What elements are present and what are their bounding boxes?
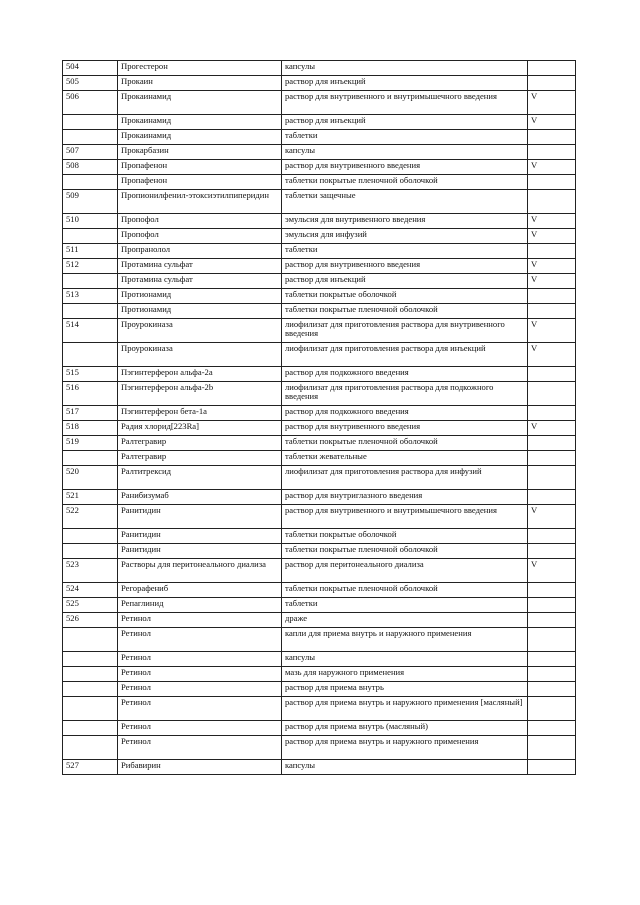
row-number-cell: 523 [63, 559, 118, 583]
dosage-form-cell: раствор для инъекций [282, 76, 528, 91]
table-row [63, 436, 576, 451]
row-number-cell [63, 682, 118, 697]
drug-name-cell: Ретинол [118, 682, 282, 697]
dosage-form-cell: мазь для наружного применения [282, 667, 528, 682]
drug-name-cell: Ранитидин [118, 505, 282, 529]
dosage-form-cell: раствор для приема внутрь [282, 682, 528, 697]
drug-name-cell: Радия хлорид[223Ra] [118, 421, 282, 436]
table-row [63, 160, 576, 175]
drug-name-cell: Протионамид [118, 304, 282, 319]
table-row [63, 529, 576, 544]
drug-name-cell: Протионамид [118, 289, 282, 304]
row-number-cell: 511 [63, 244, 118, 259]
dosage-form-cell: таблетки покрытые пленочной оболочкой [282, 436, 528, 451]
row-number-cell [63, 274, 118, 289]
row-number-cell: 515 [63, 367, 118, 382]
table-row [63, 115, 576, 130]
vital-mark-cell [528, 598, 576, 613]
drug-name-cell: Ранитидин [118, 544, 282, 559]
vital-mark-cell [528, 613, 576, 628]
dosage-form-cell: раствор для внутривенного и внутримышечного введения [282, 91, 528, 115]
row-number-cell: 509 [63, 190, 118, 214]
vital-mark-cell [528, 406, 576, 421]
vital-mark-cell [528, 436, 576, 451]
row-number-cell: 524 [63, 583, 118, 598]
drug-name-cell: Регорафениб [118, 583, 282, 598]
dosage-form-cell: таблетки покрытые оболочкой [282, 529, 528, 544]
vital-mark-cell [528, 736, 576, 760]
vital-mark-cell: V [528, 559, 576, 583]
table-row [63, 382, 576, 406]
table-row [63, 760, 576, 775]
dosage-form-cell: лиофилизат для приготовления раствора для инфузий [282, 466, 528, 490]
row-number-cell: 504 [63, 61, 118, 76]
row-number-cell: 517 [63, 406, 118, 421]
dosage-form-cell: таблетки защечные [282, 190, 528, 214]
vital-mark-cell [528, 76, 576, 91]
drug-name-cell: Пэгинтерферон альфа-2b [118, 382, 282, 406]
drug-name-cell: Пропафенон [118, 175, 282, 190]
dosage-form-cell: таблетки покрытые оболочкой [282, 289, 528, 304]
dosage-form-cell: таблетки [282, 130, 528, 145]
table-row [63, 613, 576, 628]
drug-name-cell: Прогестерон [118, 61, 282, 76]
dosage-form-cell: таблетки покрытые пленочной оболочкой [282, 544, 528, 559]
table-row [63, 304, 576, 319]
table-body [63, 61, 576, 775]
table-row [63, 544, 576, 559]
row-number-cell: 508 [63, 160, 118, 175]
table-row [63, 682, 576, 697]
drug-name-cell: Пропионилфенил-этоксиэтилпиперидин [118, 190, 282, 214]
drug-name-cell: Пропофол [118, 229, 282, 244]
vital-mark-cell [528, 145, 576, 160]
drug-name-cell: Ретинол [118, 613, 282, 628]
row-number-cell [63, 529, 118, 544]
vital-mark-cell [528, 583, 576, 598]
vital-mark-cell: V [528, 229, 576, 244]
row-number-cell [63, 130, 118, 145]
dosage-form-cell: капсулы [282, 760, 528, 775]
vital-mark-cell [528, 529, 576, 544]
vital-mark-cell [528, 466, 576, 490]
dosage-form-cell: раствор для приема внутрь и наружного применения [масляный] [282, 697, 528, 721]
drug-name-cell: Пропафенон [118, 160, 282, 175]
vital-mark-cell [528, 652, 576, 667]
table-row [63, 652, 576, 667]
dosage-form-cell: раствор для внутривенного введения [282, 421, 528, 436]
row-number-cell: 521 [63, 490, 118, 505]
dosage-form-cell: раствор для инъекций [282, 274, 528, 289]
row-number-cell [63, 697, 118, 721]
table-row [63, 244, 576, 259]
row-number-cell: 514 [63, 319, 118, 343]
vital-mark-cell [528, 382, 576, 406]
dosage-form-cell: таблетки жевательные [282, 451, 528, 466]
table-row [63, 721, 576, 736]
drug-name-cell: Растворы для перитонеального диализа [118, 559, 282, 583]
drug-name-cell: Пропранолол [118, 244, 282, 259]
row-number-cell [63, 451, 118, 466]
dosage-form-cell: капсулы [282, 61, 528, 76]
row-number-cell [63, 115, 118, 130]
vital-mark-cell [528, 490, 576, 505]
drug-name-cell: Прокаин [118, 76, 282, 91]
table-row [63, 505, 576, 529]
row-number-cell: 516 [63, 382, 118, 406]
dosage-form-cell: раствор для перитонеального диализа [282, 559, 528, 583]
vital-mark-cell: V [528, 115, 576, 130]
drug-name-cell: Репаглинид [118, 598, 282, 613]
row-number-cell: 520 [63, 466, 118, 490]
table-row [63, 145, 576, 160]
table-row [63, 421, 576, 436]
vital-mark-cell [528, 367, 576, 382]
drug-list-table [62, 60, 576, 775]
dosage-form-cell: эмульсия для внутривенного введения [282, 214, 528, 229]
vital-mark-cell [528, 628, 576, 652]
dosage-form-cell: раствор для приема внутрь (масляный) [282, 721, 528, 736]
row-number-cell: 525 [63, 598, 118, 613]
table-row [63, 451, 576, 466]
vital-mark-cell [528, 175, 576, 190]
row-number-cell [63, 343, 118, 367]
table-row [63, 667, 576, 682]
drug-name-cell: Прокаинамид [118, 115, 282, 130]
row-number-cell [63, 721, 118, 736]
table-row [63, 76, 576, 91]
dosage-form-cell: лиофилизат для приготовления раствора для подкожного введения [282, 382, 528, 406]
row-number-cell [63, 544, 118, 559]
table-row [63, 214, 576, 229]
drug-name-cell: Рибавирин [118, 760, 282, 775]
row-number-cell: 522 [63, 505, 118, 529]
drug-name-cell: Пэгинтерферон альфа-2a [118, 367, 282, 382]
drug-name-cell: Прокаинамид [118, 91, 282, 115]
vital-mark-cell [528, 289, 576, 304]
row-number-cell: 507 [63, 145, 118, 160]
table-row [63, 628, 576, 652]
row-number-cell [63, 667, 118, 682]
vital-mark-cell [528, 304, 576, 319]
drug-name-cell: Ретинол [118, 667, 282, 682]
drug-name-cell: Пропофол [118, 214, 282, 229]
table-row [63, 406, 576, 421]
dosage-form-cell: раствор для подкожного введения [282, 367, 528, 382]
dosage-form-cell: эмульсия для инфузий [282, 229, 528, 244]
drug-name-cell: Проурокиназа [118, 343, 282, 367]
drug-name-cell: Ретинол [118, 652, 282, 667]
row-number-cell [63, 652, 118, 667]
dosage-form-cell: раствор для инъекций [282, 115, 528, 130]
table-row [63, 91, 576, 115]
vital-mark-cell: V [528, 343, 576, 367]
table-row [63, 583, 576, 598]
vital-mark-cell: V [528, 421, 576, 436]
dosage-form-cell: раствор для внутривенного и внутримышечного введения [282, 505, 528, 529]
vital-mark-cell [528, 760, 576, 775]
table-row [63, 343, 576, 367]
row-number-cell: 506 [63, 91, 118, 115]
row-number-cell: 519 [63, 436, 118, 451]
row-number-cell: 510 [63, 214, 118, 229]
vital-mark-cell: V [528, 505, 576, 529]
vital-mark-cell [528, 61, 576, 76]
row-number-cell: 505 [63, 76, 118, 91]
drug-name-cell: Ретинол [118, 697, 282, 721]
table-row [63, 190, 576, 214]
drug-name-cell: Ралтитрексид [118, 466, 282, 490]
row-number-cell: 513 [63, 289, 118, 304]
vital-mark-cell: V [528, 319, 576, 343]
vital-mark-cell: V [528, 91, 576, 115]
dosage-form-cell: раствор для внутривенного введения [282, 259, 528, 274]
drug-name-cell: Ралтегравир [118, 451, 282, 466]
table-row [63, 697, 576, 721]
table-row [63, 259, 576, 274]
drug-name-cell: Прокарбазин [118, 145, 282, 160]
table-row [63, 490, 576, 505]
table-row [63, 130, 576, 145]
row-number-cell: 512 [63, 259, 118, 274]
row-number-cell [63, 304, 118, 319]
row-number-cell [63, 229, 118, 244]
table-row [63, 559, 576, 583]
vital-mark-cell: V [528, 274, 576, 289]
drug-name-cell: Ранитидин [118, 529, 282, 544]
dosage-form-cell: капсулы [282, 145, 528, 160]
drug-name-cell: Ретинол [118, 736, 282, 760]
table-row [63, 367, 576, 382]
dosage-form-cell: раствор для внутриглазного введения [282, 490, 528, 505]
dosage-form-cell: раствор для внутривенного введения [282, 160, 528, 175]
vital-mark-cell [528, 697, 576, 721]
table-row [63, 289, 576, 304]
vital-mark-cell [528, 544, 576, 559]
dosage-form-cell: таблетки [282, 598, 528, 613]
vital-mark-cell [528, 667, 576, 682]
dosage-form-cell: таблетки покрытые пленочной оболочкой [282, 583, 528, 598]
dosage-form-cell: таблетки [282, 244, 528, 259]
row-number-cell: 526 [63, 613, 118, 628]
row-number-cell: 527 [63, 760, 118, 775]
vital-mark-cell [528, 721, 576, 736]
vital-mark-cell [528, 190, 576, 214]
table-row [63, 274, 576, 289]
dosage-form-cell: капли для приема внутрь и наружного применения [282, 628, 528, 652]
drug-name-cell: Пэгинтерферон бета-1a [118, 406, 282, 421]
vital-mark-cell: V [528, 214, 576, 229]
dosage-form-cell: капсулы [282, 652, 528, 667]
dosage-form-cell: таблетки покрытые пленочной оболочкой [282, 304, 528, 319]
table-row [63, 229, 576, 244]
drug-name-cell: Протамина сульфат [118, 274, 282, 289]
dosage-form-cell: раствор для подкожного введения [282, 406, 528, 421]
table-row [63, 466, 576, 490]
vital-mark-cell [528, 244, 576, 259]
table-row [63, 598, 576, 613]
table-row [63, 61, 576, 76]
dosage-form-cell: лиофилизат для приготовления раствора для внутривенного введения [282, 319, 528, 343]
table-row [63, 736, 576, 760]
vital-mark-cell [528, 130, 576, 145]
vital-mark-cell: V [528, 160, 576, 175]
drug-name-cell: Проурокиназа [118, 319, 282, 343]
drug-name-cell: Прокаинамид [118, 130, 282, 145]
dosage-form-cell: драже [282, 613, 528, 628]
drug-name-cell: Протамина сульфат [118, 259, 282, 274]
vital-mark-cell: V [528, 259, 576, 274]
vital-mark-cell [528, 451, 576, 466]
drug-name-cell: Ранибизумаб [118, 490, 282, 505]
row-number-cell [63, 736, 118, 760]
dosage-form-cell: раствор для приема внутрь и наружного применения [282, 736, 528, 760]
dosage-form-cell: таблетки покрытые пленочной оболочкой [282, 175, 528, 190]
drug-name-cell: Ретинол [118, 628, 282, 652]
vital-mark-cell [528, 682, 576, 697]
row-number-cell: 518 [63, 421, 118, 436]
drug-name-cell: Ралтегравир [118, 436, 282, 451]
table-row [63, 319, 576, 343]
table-row [63, 175, 576, 190]
row-number-cell [63, 175, 118, 190]
row-number-cell [63, 628, 118, 652]
drug-name-cell: Ретинол [118, 721, 282, 736]
dosage-form-cell: лиофилизат для приготовления раствора для инъекций [282, 343, 528, 367]
